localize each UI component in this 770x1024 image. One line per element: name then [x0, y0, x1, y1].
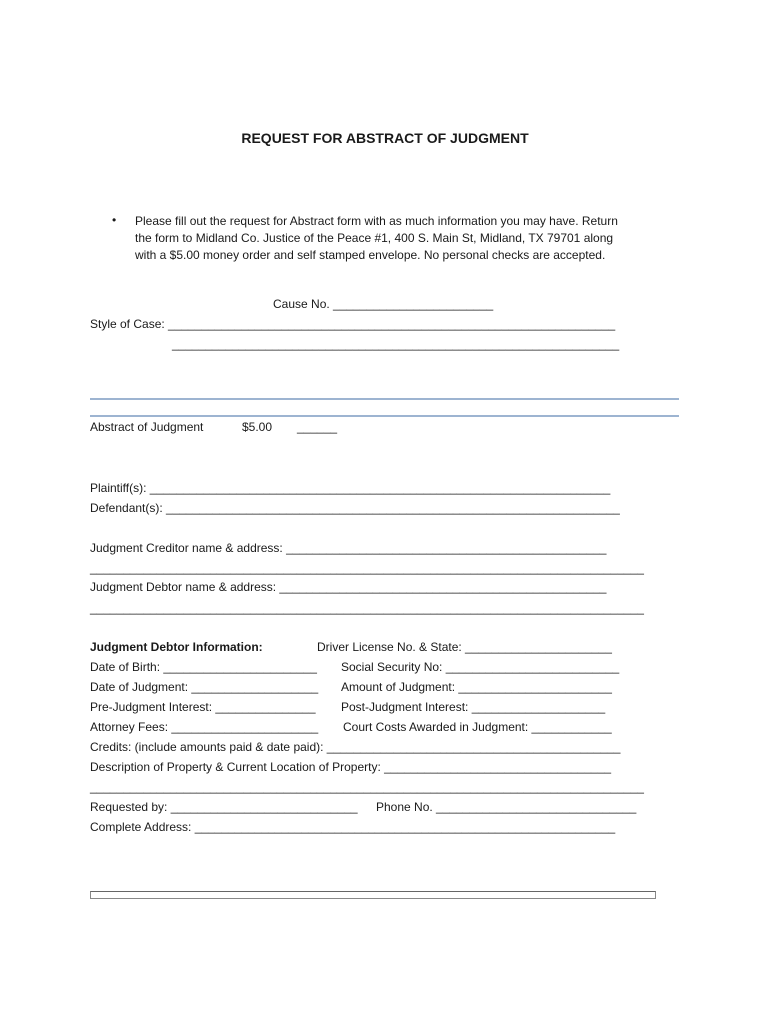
cause-no-field[interactable]: Cause No. ________________________	[273, 297, 494, 311]
debtor-info-heading: Judgment Debtor Information:	[90, 640, 263, 654]
instructions-text: Please fill out the request for Abstract form with as much information you may have. Return the form to Midland Co. Justice of the Peace #1, 400 S. Main St, Midland, TX 79701 along with a $5.00 money order and self stamped envelope. No personal checks are accepted.	[135, 214, 618, 262]
divider-line-bottom	[90, 415, 679, 417]
property-description-continued[interactable]: ___________________________________________________________________________________	[90, 780, 644, 794]
plaintiffs-field[interactable]: Plaintiff(s): _____________________________________________________________________	[90, 481, 611, 495]
phone-field[interactable]: Phone No. ______________________________	[376, 800, 637, 814]
credits-field[interactable]: Credits: (include amounts paid & date paid): ____________________________________________	[90, 740, 621, 754]
driver-license-field[interactable]: Driver License No. & State: ______________________	[317, 640, 612, 654]
defendants-field[interactable]: Defendant(s): ____________________________________________________________________	[90, 501, 620, 515]
date-of-birth-field[interactable]: Date of Birth: _______________________	[90, 660, 317, 674]
judgment-creditor-field[interactable]: Judgment Creditor name & address: ________________________________________________	[90, 541, 607, 555]
complete-address-field[interactable]: Complete Address: _______________________________________________________________	[90, 820, 616, 834]
property-description-field[interactable]: Description of Property & Current Location of Property: __________________________________	[90, 760, 612, 774]
judgment-debtor-continued[interactable]: ___________________________________________________________________________________	[90, 601, 644, 615]
abstract-price: $5.00	[242, 420, 273, 434]
abstract-of-judgment-label: Abstract of Judgment	[90, 420, 204, 434]
style-of-case-field[interactable]: Style of Case: ___________________________________________________________________	[90, 317, 616, 331]
footer-bar	[90, 891, 656, 899]
judgment-debtor-field[interactable]: Judgment Debtor name & address: _________________________________________________	[90, 580, 607, 594]
divider-line-top	[90, 398, 679, 400]
judgment-creditor-continued[interactable]: ___________________________________________________________________________________	[90, 561, 644, 575]
bullet-icon: •	[112, 213, 117, 227]
court-costs-field[interactable]: Court Costs Awarded in Judgment: ____________	[343, 720, 612, 734]
date-of-judgment-field[interactable]: Date of Judgment: ___________________	[90, 680, 319, 694]
abstract-quantity-field[interactable]: ______	[297, 420, 338, 434]
social-security-field[interactable]: Social Security No: __________________________	[341, 660, 620, 674]
style-of-case-continued[interactable]: ___________________________________________________________________	[172, 337, 620, 351]
pre-judgment-interest-field[interactable]: Pre-Judgment Interest: _______________	[90, 700, 316, 714]
attorney-fees-field[interactable]: Attorney Fees: ______________________	[90, 720, 319, 734]
amount-of-judgment-field[interactable]: Amount of Judgment: _______________________	[341, 680, 612, 694]
requested-by-field[interactable]: Requested by: ____________________________	[90, 800, 358, 814]
page-title: REQUEST FOR ABSTRACT OF JUDGMENT	[241, 130, 529, 146]
post-judgment-interest-field[interactable]: Post-Judgment Interest: ____________________	[341, 700, 606, 714]
